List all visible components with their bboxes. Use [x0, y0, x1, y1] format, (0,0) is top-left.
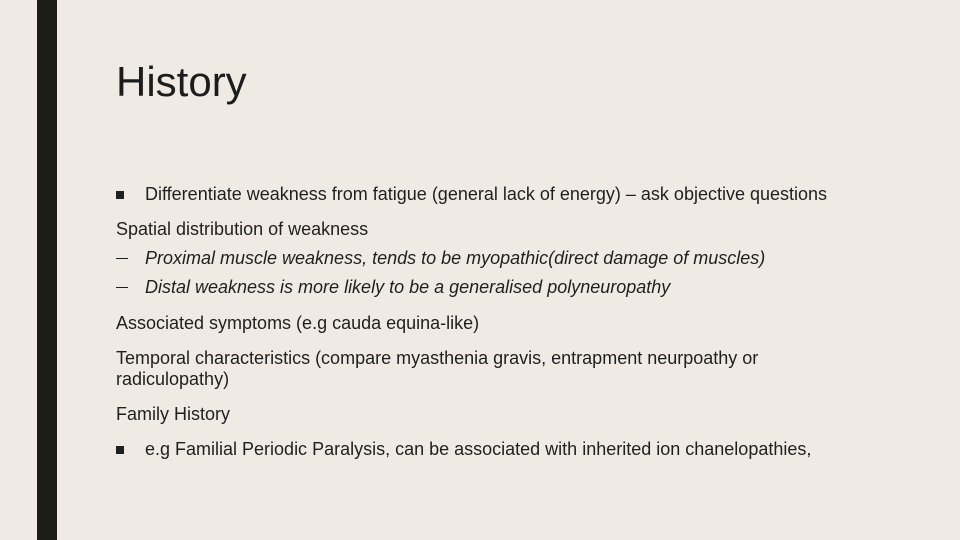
bullet-item: [116, 184, 856, 205]
slide-title: History: [116, 58, 247, 105]
associated-symptoms: Associated symptoms (e.g cauda equina-like): [116, 313, 480, 333]
bullet-text: Differentiate weakness from fatigue (general lack of energy) – ask objective questions: [145, 184, 828, 204]
square-bullet-icon: [116, 191, 124, 199]
spatial-heading: Spatial distribution of weakness: [116, 219, 369, 239]
dash-bullet-icon: [116, 287, 128, 288]
dash-item: [116, 277, 856, 298]
bullet-text: e.g Familial Periodic Paralysis, can be associated with inherited ion chanelopathies,: [145, 439, 812, 459]
family-history-heading: Family History: [116, 404, 231, 424]
dash-bullet-icon: [116, 258, 128, 259]
square-bullet-icon: [116, 446, 124, 454]
accent-bar: [37, 0, 57, 540]
bullet-item: [116, 439, 856, 460]
dash-item: [116, 248, 856, 269]
slide-content: [116, 184, 856, 460]
temporal-characteristics: Temporal characteristics (compare myasthenia gravis, entrapment neurpoathy or radiculopathy): [116, 348, 759, 389]
dash-item-text: Distal weakness is more likely to be a generalised polyneuropathy: [145, 277, 671, 297]
dash-item-text: Proximal muscle weakness, tends to be myopathic(direct damage of muscles): [145, 248, 766, 268]
